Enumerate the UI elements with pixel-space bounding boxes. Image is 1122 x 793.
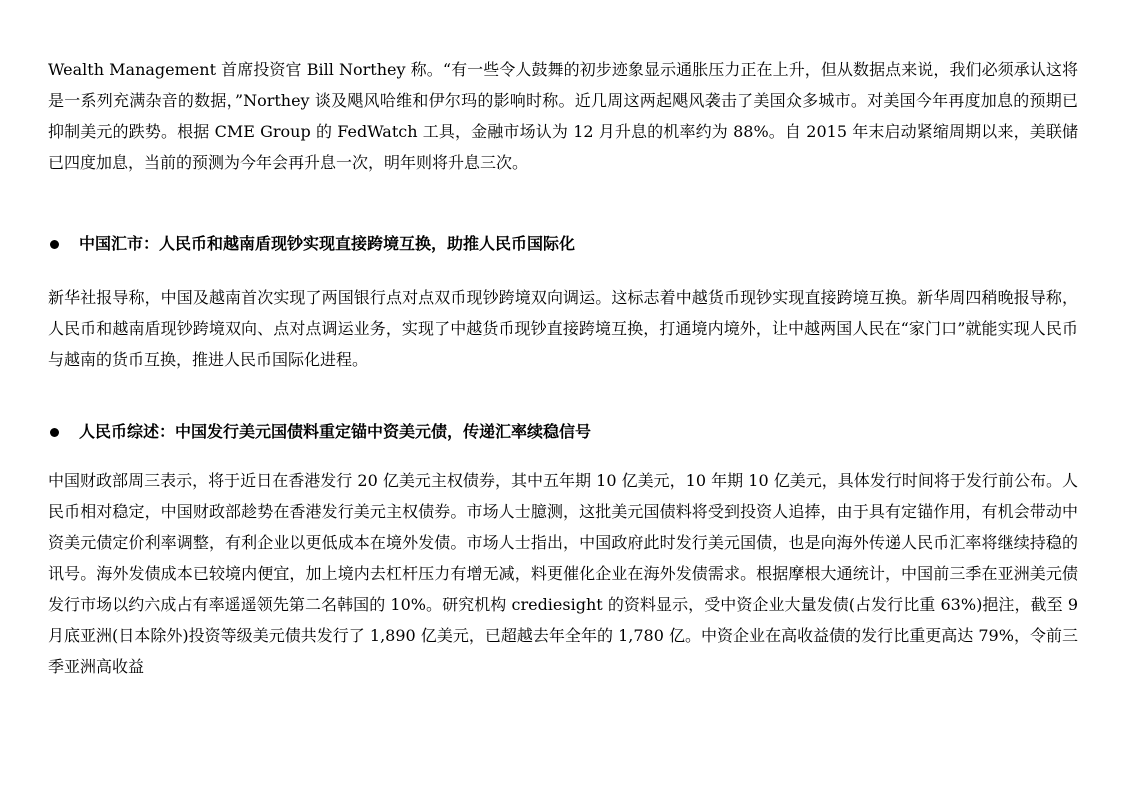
paragraph-wealth-management: Wealth Management 首席投资官 Bill Northey 称。“有一些令人鼓舞的初步迹象显示通胀压力正在上升，但从数据点来说，我们必须承认这将是一系列充满杂音的数据，”Northey 谈及飓风哈维和伊尔玛的影响时称。近几周这两起飓风袭击了美国众多城市。对美国今年再度加息的预期已抑制美元的跌势。根据 CME Group 的 FedWatch 工具，金融市场认为 12 月升息的机率约为 88%。自 2015 年末启动紧缩周期以来，美联储已四度加息，当前的预测为今年会再升息一次，明年则将升息三次。 xyxy=(48,60,1078,172)
section-heading-china-fx xyxy=(50,233,1080,255)
paragraph-treasury-bonds: 中国财政部周三表示，将于近日在香港发行 20 亿美元主权债券，其中五年期 10 亿美元，10 年期 10 亿美元，具体发行时间将于发行前公布。人民币相对稳定，中国财政部趁势在香港发行美元主权债券。市场人士臆测，这批美元国债料将受到投资人追捧，由于具有定锚作用，有机会带动中资美元债定价利率调整，有利企业以更低成本在境外发债。市场人士指出，中国政府此时发行美元国债，也是向海外传递人民币汇率将继续持稳的讯号。海外发债成本已较境内便宜，加上境内去杠杆压力有增无减，料更催化企业在海外发债需求。根据摩根大通统计，中国前三季在亚洲美元债发行市场以约六成占有率遥遥领先第二名韩国的 10%。研究机构 crediesight 的资料显示，受中资企业大量发债(占发行比重 63%)挹注，截至 9 月底亚洲(日本除外)投资等级美元债共发行了 1,890 亿美元，已超越去年全年的 1,780 亿。中资企业在高收益债的发行比重更高达 79%，令前三季亚洲高收益 xyxy=(48,471,1078,676)
bullet-icon xyxy=(50,428,59,437)
section-heading-china-fx-text: 中国汇市：人民币和越南盾现钞实现直接跨境互换，助推人民币国际化 xyxy=(79,234,576,253)
paragraph-xinhua-report: 新华社报导称，中国及越南首次实现了两国银行点对点双币现钞跨境双向调运。这标志着中越货币现钞实现直接跨境互换。新华周四稍晚报导称，人民币和越南盾现钞跨境双向、点对点调运业务，实现了中越货币现钞直接跨境互换，打通境内境外，让中越两国人民在“家门口”就能实现人民币与越南的货币互换，推进人民币国际化进程。 xyxy=(48,288,1078,369)
section-heading-rmb-summary-text: 人民币综述：中国发行美元国债料重定锚中资美元债，传递汇率续稳信号 xyxy=(79,422,592,441)
section-heading-rmb-summary xyxy=(50,421,1080,443)
bullet-icon xyxy=(50,240,59,249)
